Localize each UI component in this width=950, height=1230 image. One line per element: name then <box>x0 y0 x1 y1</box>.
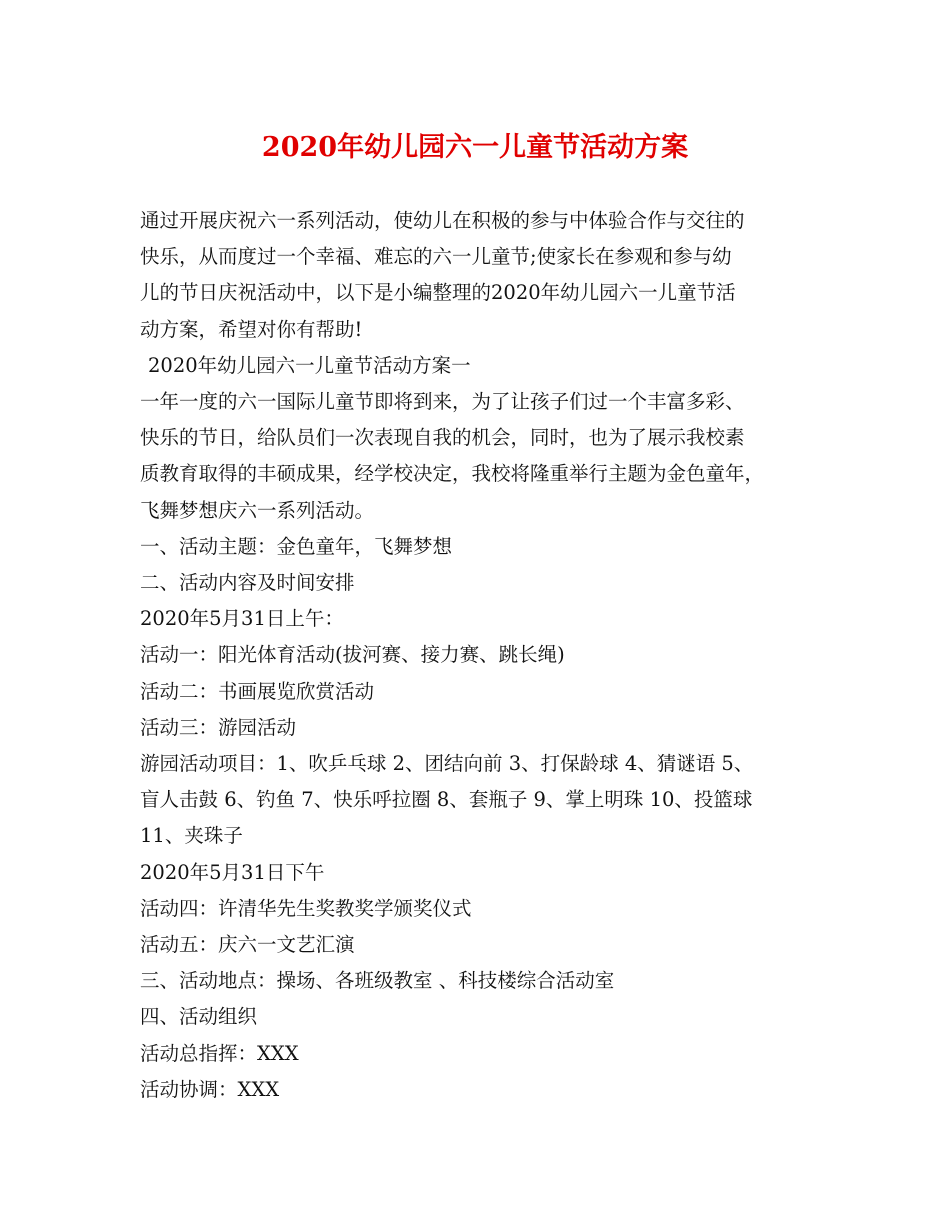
activity-item: 活动三：游园活动 <box>140 715 297 739</box>
schedule-date: 2020年5月31日上午： <box>140 607 344 631</box>
section-heading: 三、活动地点：操场、各班级教室 、科技楼综合活动室 <box>140 969 615 993</box>
body-line: 儿的节日庆祝活动中，以下是小编整理的2020年幼儿园六一儿童节活 <box>140 281 736 305</box>
body-line: 飞舞梦想庆六一系列活动。 <box>140 498 375 522</box>
activity-item: 活动一：阳光体育活动(拔河赛、接力赛、跳长绳) <box>140 643 565 667</box>
body-line: 一年一度的六一国际儿童节即将到来，为了让孩子们过一个丰富多彩、 <box>140 390 745 414</box>
section-subtitle: 2020年幼儿园六一儿童节活动方案一 <box>148 353 471 377</box>
body-line: 通过开展庆祝六一系列活动，使幼儿在积极的参与中体验合作与交往的 <box>140 209 745 232</box>
activity-item: 活动四：许清华先生奖教奖学颁奖仪式 <box>140 896 472 920</box>
body-line: 盲人击鼓 6、钓鱼 7、快乐呼拉圈 8、套瓶子 9、掌上明珠 10、投篮球 <box>140 788 753 812</box>
activity-item: 活动五：庆六一文艺汇演 <box>140 933 355 957</box>
body-line: 快乐，从而度过一个幸福、难忘的六一儿童节;使家长在参观和参与幼 <box>140 245 732 269</box>
section-heading: 二、活动内容及时间安排 <box>140 571 355 595</box>
body-line: 游园活动项目：1、吹乒乓球 2、团结向前 3、打保龄球 4、猜谜语 5、 <box>140 752 754 776</box>
body-line: 快乐的节日，给队员们一次表现自我的机会，同时，也为了展示我校素 <box>140 426 745 450</box>
organizer-line: 活动总指挥：XXX <box>140 1041 299 1065</box>
body-line: 动方案，希望对你有帮助! <box>140 317 363 341</box>
section-heading: 四、活动组织 <box>140 1005 258 1029</box>
activity-item: 活动二：书画展览欣赏活动 <box>140 679 375 703</box>
schedule-date: 2020年5月31日下午 <box>140 860 325 884</box>
body-line: 质教育取得的丰硕成果，经学校决定，我校将隆重举行主题为金色童年， <box>140 462 765 486</box>
body-line: 11、夹珠子 <box>140 824 243 848</box>
document-title: 2020年幼儿园六一儿童节活动方案 <box>261 132 689 163</box>
document-body <box>140 203 840 1108</box>
section-heading: 一、活动主题：金色童年，飞舞梦想 <box>140 534 453 558</box>
organizer-line: 活动协调：XXX <box>140 1077 280 1101</box>
